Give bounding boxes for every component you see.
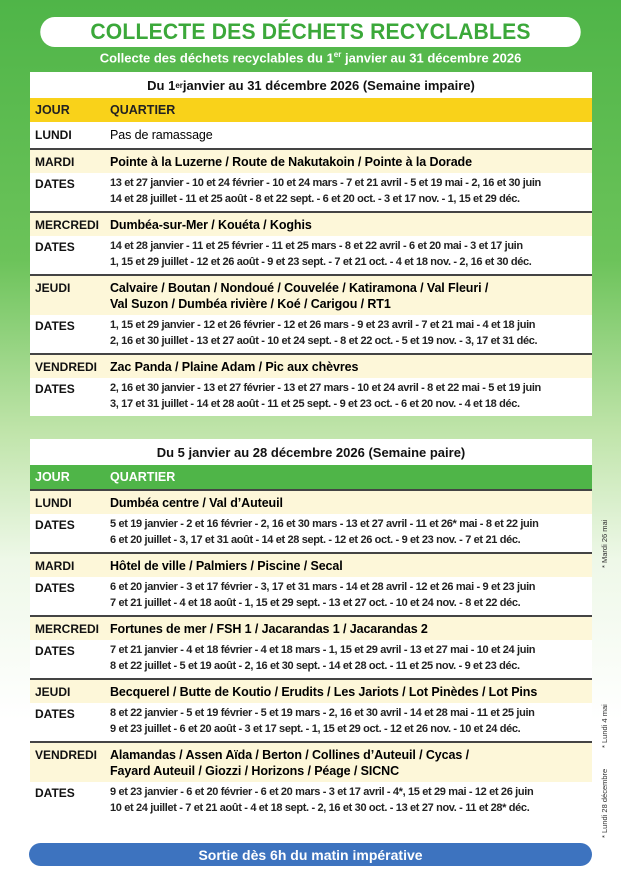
date-line: 1, 15 et 29 juillet - 12 et 26 août - 9 et 23 sept. - 7 et 21 oct. - 4 et 18 nov. - 2, 16 et 30 déc. bbox=[110, 255, 532, 268]
odd-week-heading bbox=[30, 72, 592, 98]
footnote-lundi-dec: * Lundi 28 décembre bbox=[600, 768, 609, 838]
date-line: 2, 16 et 30 juillet - 13 et 27 août - 10 et 24 sept. - 8 et 22 oct. - 5 et 19 nov. - 3, 17 et 31 déc. bbox=[110, 334, 538, 347]
area-line: Dumbéa-sur-Mer / Kouéta / Koghis bbox=[110, 218, 312, 232]
dates-row bbox=[30, 315, 592, 353]
day-row bbox=[30, 741, 592, 782]
day-label: MARDI bbox=[35, 155, 75, 169]
dates-row bbox=[30, 173, 592, 211]
day-label: JEUDI bbox=[35, 685, 71, 699]
day-label: LUNDI bbox=[35, 128, 72, 142]
even-week-table bbox=[30, 439, 592, 820]
date-line: 14 et 28 janvier - 11 et 25 février - 11 et 25 mars - 8 et 22 avril - 6 et 20 mai - 3 et 17 juin bbox=[110, 240, 523, 252]
dates-list bbox=[110, 239, 592, 270]
date-line: 6 et 20 janvier - 3 et 17 février - 3, 17 et 31 mars - 14 et 28 avril - 12 et 26 mai - 9 et 23 juin bbox=[110, 581, 536, 593]
odd-week-table bbox=[30, 72, 592, 416]
date-line: 8 et 22 janvier - 5 et 19 février - 5 et 19 mars - 2, 16 et 30 avril - 14 et 28 mai - 11 et 25 juin bbox=[110, 707, 535, 719]
day-label: VENDREDI bbox=[35, 748, 98, 762]
subtitle-text-end: janvier au 31 décembre 2026 bbox=[341, 50, 522, 66]
footnote-mardi: * Mardi 26 mai bbox=[600, 519, 609, 568]
area-line: Becquerel / Butte de Koutio / Erudits / Les Jariots / Lot Pinèdes / Lot Pins bbox=[110, 685, 538, 699]
day-row bbox=[30, 148, 592, 173]
dates-label: DATES bbox=[35, 382, 75, 396]
date-line: 3, 17 et 31 juillet - 14 et 28 août - 11 et 25 sept. - 9 et 23 oct. - 6 et 20 nov. - 4 et 18 déc. bbox=[110, 397, 520, 410]
day-label: LUNDI bbox=[35, 496, 72, 510]
dates-label: DATES bbox=[35, 644, 75, 658]
heading-sup: er bbox=[175, 80, 183, 90]
date-line: 13 et 27 janvier - 10 et 24 février - 10 et 24 mars - 7 et 21 avril - 5 et 19 mai - 2, 16 et 30 juin bbox=[110, 177, 541, 189]
area-list bbox=[110, 359, 592, 375]
dates-row bbox=[30, 236, 592, 274]
col-area: QUARTIER bbox=[110, 103, 176, 117]
day-row bbox=[30, 678, 592, 703]
area-line: Pointe à la Luzerne / Route de Nakutakoin / Pointe à la Dorade bbox=[110, 155, 472, 169]
dates-row bbox=[30, 640, 592, 678]
day-label: JEUDI bbox=[35, 281, 71, 295]
dates-label: DATES bbox=[35, 786, 75, 800]
area-list: Pas de ramassage bbox=[110, 128, 213, 142]
heading-text: Du 1 bbox=[147, 77, 176, 93]
even-column-header bbox=[30, 465, 592, 489]
area-list bbox=[110, 558, 592, 574]
col-day: JOUR bbox=[35, 103, 70, 117]
area-list bbox=[110, 621, 592, 637]
footnote-lundi-mai: * Lundi 4 mai bbox=[600, 704, 609, 748]
area-list bbox=[110, 684, 592, 700]
dates-label: DATES bbox=[35, 518, 75, 532]
heading-text-end: janvier au 31 décembre 2026 (Semaine impaire) bbox=[182, 77, 475, 93]
dates-label: DATES bbox=[35, 707, 75, 721]
area-line: Val Suzon / Dumbéa rivière / Koé / Carigou / RT1 bbox=[110, 297, 391, 311]
dates-list bbox=[110, 318, 592, 349]
odd-column-header bbox=[30, 98, 592, 122]
dates-label: DATES bbox=[35, 581, 75, 595]
day-row bbox=[30, 211, 592, 236]
date-line: 5 et 19 janvier - 2 et 16 février - 2, 16 et 30 mars - 13 et 27 avril - 11 et 26* mai - 8 et 22 juin bbox=[110, 518, 539, 530]
date-line: 7 et 21 juillet - 4 et 18 août - 1, 15 et 29 sept. - 13 et 27 oct. - 10 et 24 nov. - 8 et 22 déc. bbox=[110, 596, 521, 609]
dates-list bbox=[110, 176, 592, 207]
day-label: MERCREDI bbox=[35, 218, 100, 232]
col-day: JOUR bbox=[35, 470, 70, 484]
dates-row bbox=[30, 514, 592, 552]
day-row bbox=[30, 122, 592, 148]
dates-list bbox=[110, 580, 592, 611]
area-line: Fortunes de mer / FSH 1 / Jacarandas 1 / Jacarandas 2 bbox=[110, 622, 428, 636]
area-line: Dumbéa centre / Val d’Auteuil bbox=[110, 496, 283, 510]
day-label: MERCREDI bbox=[35, 622, 100, 636]
area-line: Fayard Auteuil / Giozzi / Horizons / Péage / SICNC bbox=[110, 764, 400, 778]
date-line: 6 et 20 juillet - 3, 17 et 31 août - 14 et 28 sept. - 12 et 26 oct. - 9 et 23 nov. - 7 et 21 déc. bbox=[110, 533, 521, 546]
dates-row bbox=[30, 577, 592, 615]
dates-row bbox=[30, 782, 592, 820]
day-row bbox=[30, 274, 592, 315]
area-list bbox=[110, 217, 592, 233]
dates-label: DATES bbox=[35, 240, 75, 254]
area-line: Alamandas / Assen Aïda / Berton / Collines d’Auteuil / Cycas / bbox=[110, 748, 469, 762]
dates-row bbox=[30, 378, 592, 416]
dates-list bbox=[110, 381, 592, 412]
date-line: 2, 16 et 30 janvier - 13 et 27 février - 13 et 27 mars - 10 et 24 avril - 8 et 22 mai - 5 et 19 juin bbox=[110, 382, 541, 394]
even-week-heading: Du 5 janvier au 28 décembre 2026 (Semaine paire) bbox=[156, 444, 466, 460]
dates-list bbox=[110, 785, 592, 816]
page-subtitle bbox=[0, 50, 621, 65]
day-row bbox=[30, 489, 592, 514]
date-line: 9 et 23 juillet - 6 et 20 août - 3 et 17 sept. - 1, 15 et 29 oct. - 12 et 26 nov. - 10 et 24 déc. bbox=[110, 722, 521, 735]
area-list bbox=[110, 280, 592, 312]
date-line: 8 et 22 juillet - 5 et 19 août - 2, 16 et 30 sept. - 14 et 28 oct. - 11 et 25 nov. - 9 et 23 déc. bbox=[110, 659, 520, 672]
dates-label: DATES bbox=[35, 177, 75, 191]
day-row bbox=[30, 552, 592, 577]
area-list bbox=[110, 495, 592, 511]
area-list bbox=[110, 154, 592, 170]
day-label: VENDREDI bbox=[35, 360, 98, 374]
subtitle-sup: er bbox=[333, 50, 342, 59]
day-row bbox=[30, 615, 592, 640]
area-line: Calvaire / Boutan / Nondoué / Couvelée / Katiramona / Val Fleuri / bbox=[110, 281, 489, 295]
date-line: 10 et 24 juillet - 7 et 21 août - 4 et 18 sept. - 2, 16 et 30 oct. - 13 et 27 nov. - 11 et 28* déc. bbox=[110, 801, 530, 814]
dates-list bbox=[110, 517, 592, 548]
col-area: QUARTIER bbox=[110, 470, 176, 484]
date-line: 9 et 23 janvier - 6 et 20 février - 6 et 20 mars - 3 et 17 avril - 4*, 15 et 29 mai - 12 et 26 juin bbox=[110, 786, 534, 798]
day-label: MARDI bbox=[35, 559, 75, 573]
page-title: COLLECTE DES DÉCHETS RECYCLABLES bbox=[40, 17, 580, 47]
area-list bbox=[110, 747, 592, 779]
dates-label: DATES bbox=[35, 319, 75, 333]
day-row bbox=[30, 353, 592, 378]
area-line: Hôtel de ville / Palmiers / Piscine / Secal bbox=[110, 559, 343, 573]
dates-list bbox=[110, 643, 592, 674]
dates-list bbox=[110, 706, 592, 737]
area-line: Zac Panda / Plaine Adam / Pic aux chèvres bbox=[110, 360, 359, 374]
dates-row bbox=[30, 703, 592, 741]
date-line: 14 et 28 juillet - 11 et 25 août - 8 et 22 sept. - 6 et 20 oct. - 3 et 17 nov. - 1, 15 et 29 déc. bbox=[110, 192, 520, 205]
subtitle-text: Collecte des déchets recyclables du 1 bbox=[99, 50, 334, 66]
date-line: 1, 15 et 29 janvier - 12 et 26 février - 12 et 26 mars - 9 et 23 avril - 7 et 21 mai - 4 et 18 juin bbox=[110, 319, 536, 331]
date-line: 7 et 21 janvier - 4 et 18 février - 4 et 18 mars - 1, 15 et 29 avril - 13 et 27 mai - 10 et 24 juin bbox=[110, 644, 536, 656]
footer-note: Sortie dès 6h du matin impérative bbox=[29, 843, 592, 866]
